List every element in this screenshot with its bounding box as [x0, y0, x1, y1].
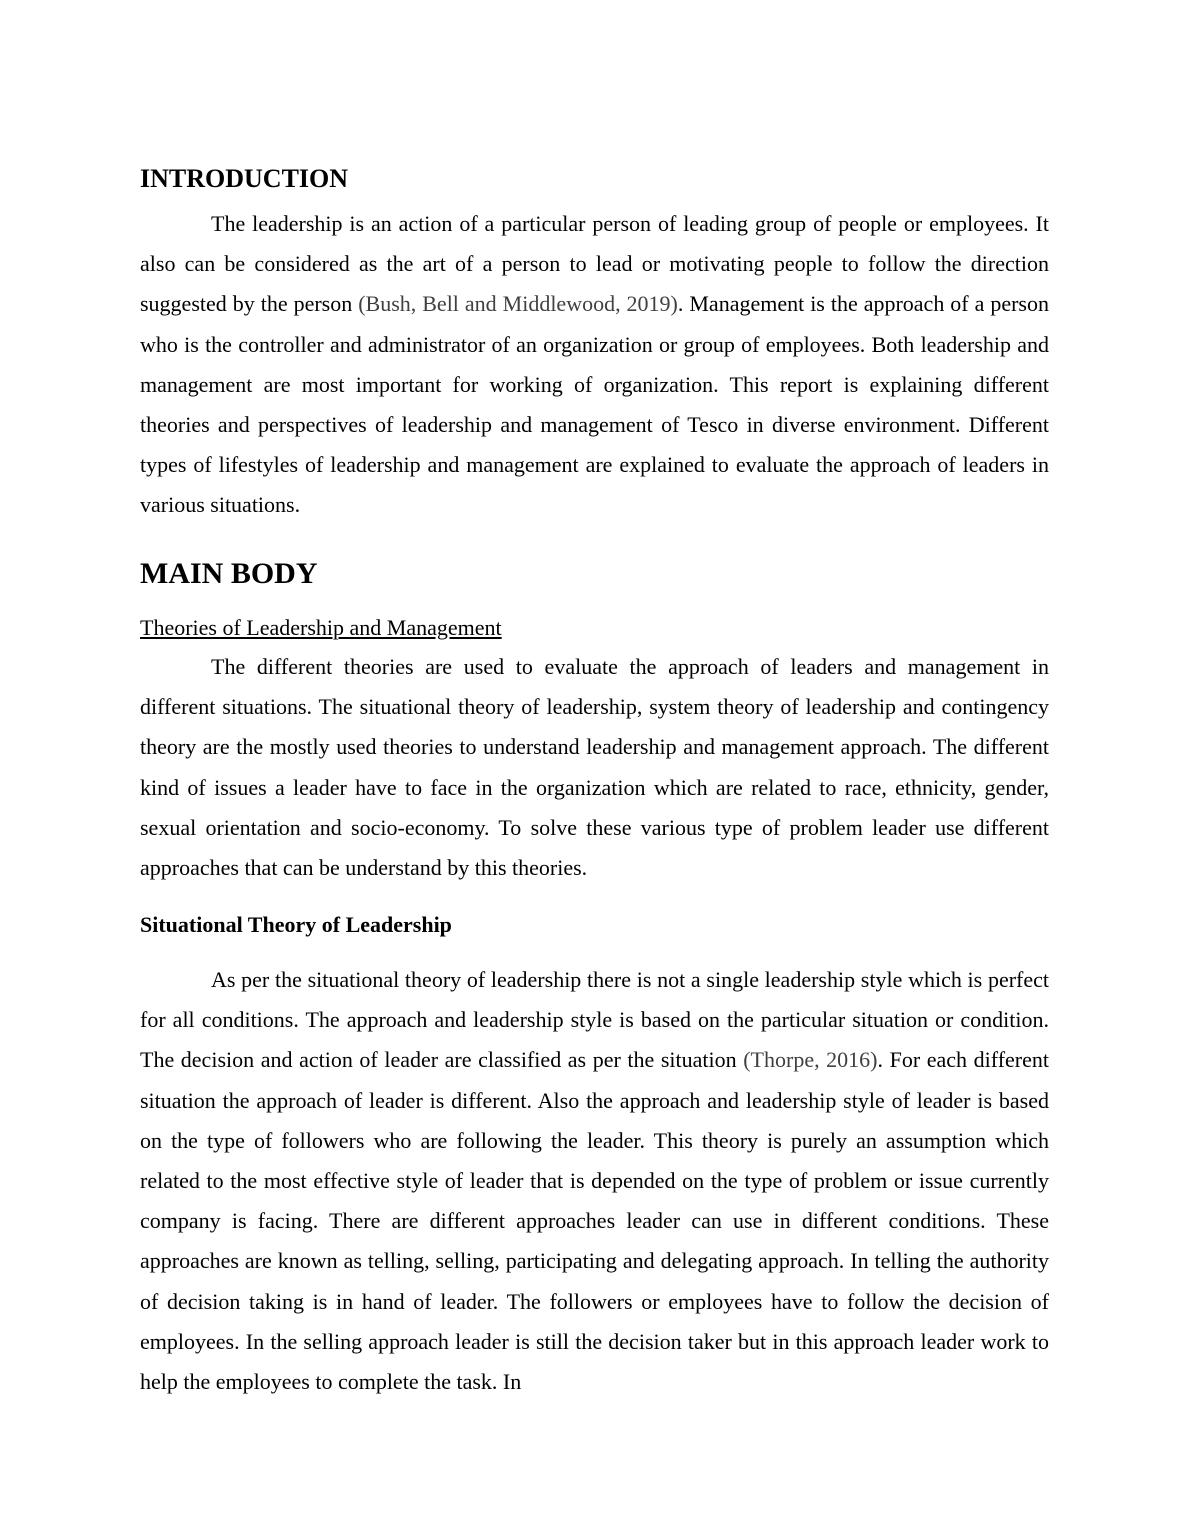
introduction-text-2: . Management is the approach of a person who is the controller and administrator of an organization or group of employees. Both leadership and management are most important for working of organization. This report is explaining different theories and perspectives of leadership and management of Tesco in diverse environment. Different types of lifestyles of leadership and management are explained to evaluate the approach of leaders in various situations.: [140, 291, 1049, 518]
main-body-heading: MAIN BODY: [140, 557, 318, 590]
situational-citation: (Thorpe, 2016): [743, 1047, 878, 1073]
situational-theory-paragraph: [140, 960, 1049, 1402]
theories-paragraph: The different theories are used to evaluate the approach of leaders and management in different situations. The situational theory of leadership, system theory of leadership and contingency theory are the mostly used theories to understand leadership and management approach. The different kind of issues a leader have to face in the organization which are related to race, ethnicity, gender, sexual orientation and socio-economy. To solve these various type of problem leader use different approaches that can be understand by this theories.: [140, 654, 1049, 881]
introduction-text-1: The leadership is an action of a particular person of leading group of people or employees. It also can be considered as the art of a person to lead or motivating people to follow the direction suggested by the person: [140, 211, 1049, 317]
introduction-citation: (Bush, Bell and Middlewood, 2019): [358, 291, 678, 317]
situational-text-2: . For each different situation the approach of leader is different. Also the approach and leadership style of leader is based on the type of followers who are following the leader. This theory is purely an assumption which related to the most effective style of leader that is depended on the type of problem or issue currently company is facing. There are different approaches leader can use in different conditions. These approaches are known as telling, selling, participating and delegating approach. In telling the authority of decision taking is in hand of leader. The followers or employees have to follow the decision of employees. In the selling approach leader is still the decision taker but in this approach leader work to help the employees to complete the task. In: [140, 1047, 1049, 1395]
situational-theory-subheading: Situational Theory of Leadership: [140, 912, 452, 937]
introduction-heading: INTRODUCTION: [140, 164, 349, 193]
theories-subheading: Theories of Leadership and Management: [140, 615, 502, 640]
introduction-paragraph: [140, 204, 1049, 526]
situational-text-1: As per the situational theory of leadership there is not a single leadership style which is perfect for all conditions. The approach and leadership style is based on the particular situation or condition. The decision and action of leader are classified as per the situation: [140, 967, 1049, 1073]
